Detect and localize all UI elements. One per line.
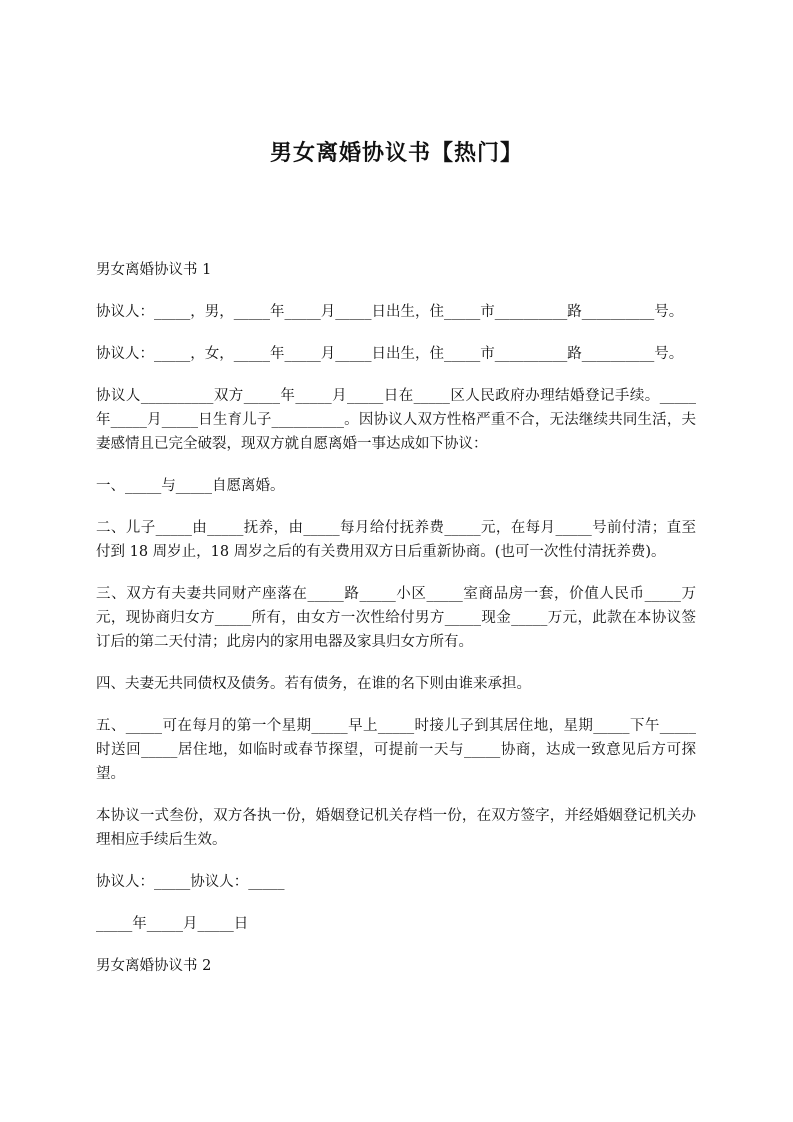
clause-2-paragraph: 二、儿子_____由_____抚养，由_____每月给付抚养费_____元，在每月_____号前付清；直至付到 18 周岁止，18 周岁之后的有关费用双方日后重新协商。(也可一次性付清抚养费)。 — [96, 520, 696, 560]
clause-4-paragraph: 四、夫妻无共同债权及债务。若有债务，在谁的名下则由谁来承担。 — [96, 676, 531, 692]
clause-3-paragraph: 三、双方有夫妻共同财产座落在_____路_____小区_____室商品房一套，价值人民币_____万元，现协商归女方_____所有，由女方一次性给付男方_____现金_____万元，此款在本协议签订后的第二天付清；此房内的家用电器及家具归女方所有。 — [96, 586, 696, 650]
section-1-heading: 男女离婚协议书 1 — [96, 262, 212, 278]
section-2-heading: 男女离婚协议书 2 — [96, 958, 212, 974]
party-female-paragraph: 协议人：_____，女，_____年_____月_____日出生，住_____市__________路__________号。 — [96, 346, 684, 362]
document-title: 男女离婚协议书【热门】 — [269, 141, 523, 166]
document-body — [96, 258, 696, 996]
background-paragraph: 协议人__________双方_____年_____月_____日在_____区人民政府办理结婚登记手续。_____年_____月_____日生育儿子__________。因协议人双方性格严重不合，无法继续共同生活，夫妻感情且已完全破裂，现双方就自愿离婚一事达成如下协议： — [96, 388, 696, 452]
clause-1-paragraph: 一、_____与_____自愿离婚。 — [96, 478, 285, 494]
date-line: _____年_____月_____日 — [96, 916, 249, 932]
party-male-paragraph: 协议人：_____，男，_____年_____月_____日出生，住_____市__________路__________号。 — [96, 304, 684, 320]
signature-line: 协议人：_____协议人：_____ — [96, 874, 285, 890]
copies-paragraph: 本协议一式叁份，双方各执一份，婚姻登记机关存档一份，在双方签字，并经婚姻登记机关办理相应手续后生效。 — [96, 808, 696, 848]
clause-5-paragraph: 五、_____可在每月的第一个星期_____早上_____时接儿子到其居住地，星期_____下午_____时送回_____居住地，如临时或春节探望，可提前一天与_____协商，达成一致意见后方可探望。 — [96, 718, 696, 782]
